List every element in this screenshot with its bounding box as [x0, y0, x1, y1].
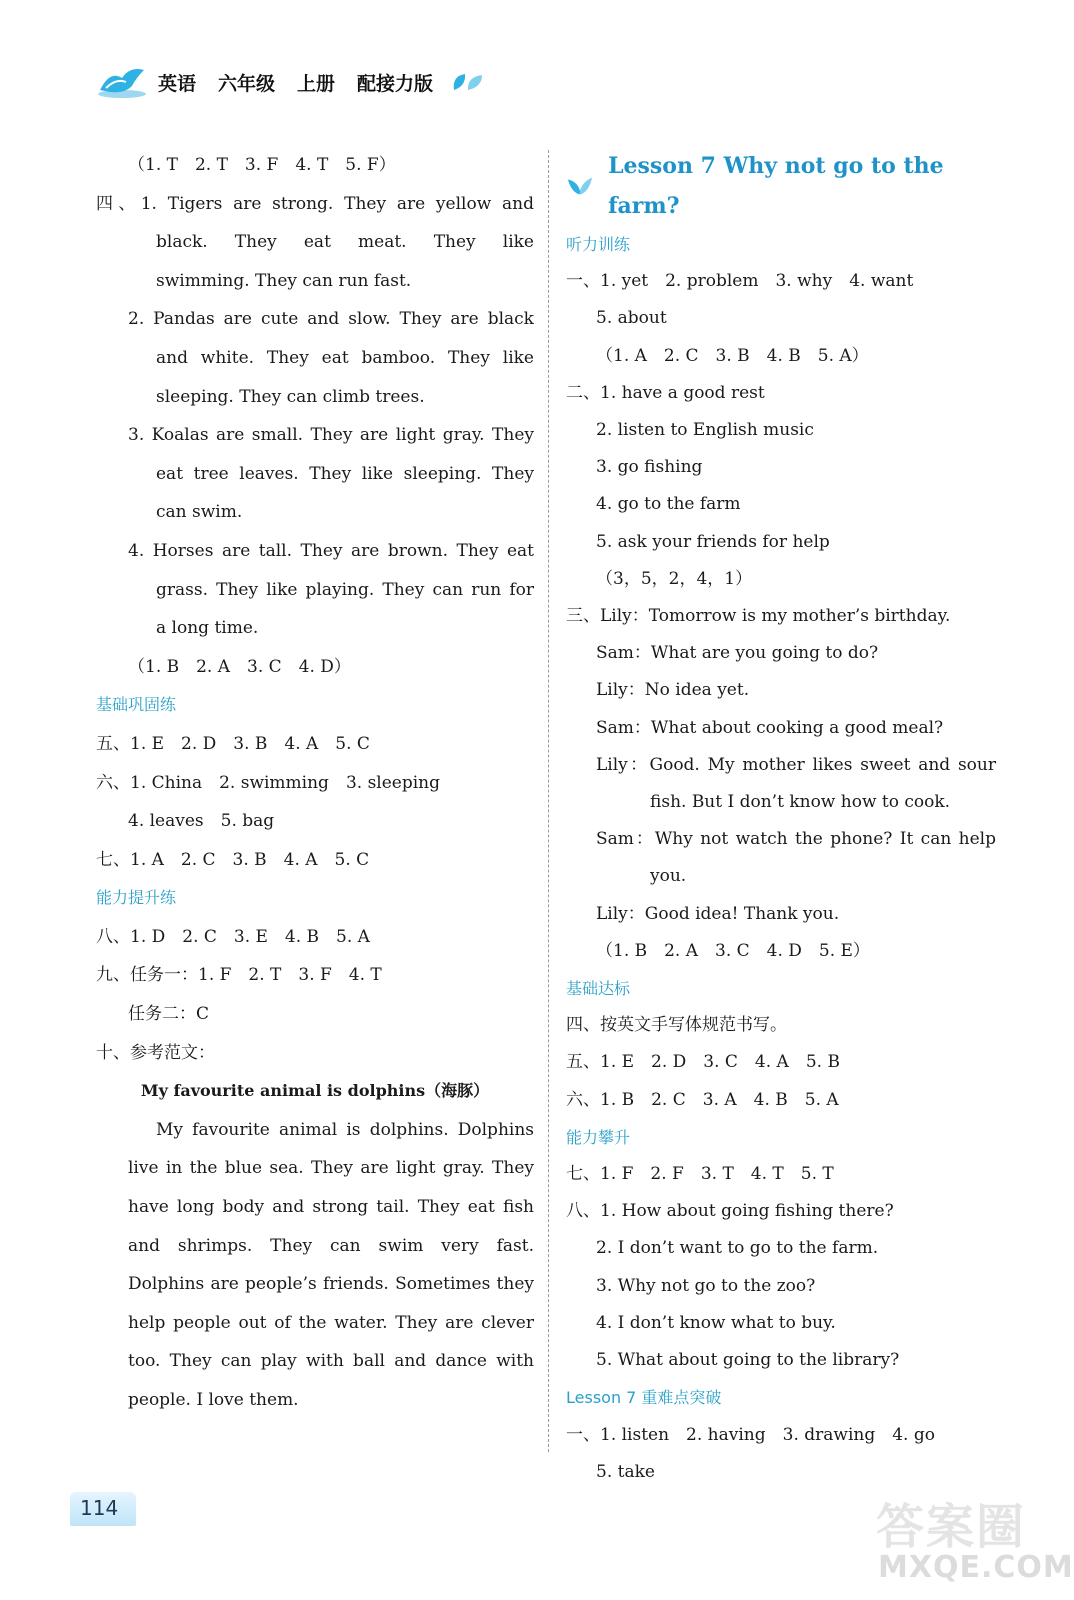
header-grade: 六年级 — [218, 72, 276, 95]
answer-line: people. I love them. — [128, 1390, 299, 1410]
section-heading: 基础巩固练 — [96, 695, 177, 715]
answer-line: 4. I don’t know what to buy. — [596, 1312, 836, 1333]
answer-line: 2. I don’t want to go to the farm. — [596, 1238, 879, 1259]
header-edition: 配接力版 — [357, 72, 434, 95]
answer-line: 2. listen to English music — [596, 420, 814, 441]
answer-line: 六、1. China 2. swimming 3. sleeping — [96, 772, 441, 793]
right-column — [566, 146, 996, 1491]
answer-line: have long body and strong tail. They eat fish — [128, 1197, 534, 1218]
answer-line: 七、1. A 2. C 3. B 4. A 5. C — [96, 849, 370, 870]
essay-title: My favourite animal is dolphins（海豚） — [140, 1081, 490, 1101]
answer-line: and white. They eat bamboo. They like — [156, 347, 534, 368]
page-number-text: 114 — [80, 1496, 119, 1520]
butterfly-icon — [566, 175, 594, 197]
answer-line: 3. Why not go to the zoo? — [596, 1275, 816, 1296]
answer-line: a long time. — [156, 618, 259, 639]
answer-line: you. — [650, 866, 687, 887]
column-divider — [548, 150, 549, 1452]
answer-line: 一、1. listen 2. having 3. drawing 4. go — [566, 1424, 935, 1445]
answer-line: Lily：Good. My mother likes sweet and sour — [596, 754, 996, 775]
answer-line: （3，5，2，4，1） — [596, 568, 753, 589]
answer-line: Dolphins are people’s friends. Sometimes they — [128, 1274, 534, 1295]
answer-line: sleeping. They can climb trees. — [156, 386, 425, 407]
answer-line: fish. But I don’t know how to cook. — [650, 792, 951, 813]
answer-line: （1. B 2. A 3. C 4. D 5. E） — [596, 940, 870, 961]
answer-line: 5. What about going to the library? — [596, 1350, 900, 1371]
answer-line: My favourite animal is dolphins. Dolphins — [156, 1119, 534, 1140]
answer-line: Lily：No idea yet. — [596, 680, 750, 701]
answer-line: 四、1. Tigers are strong. They are yellow and — [96, 193, 534, 214]
answer-line: 五、1. E 2. D 3. B 4. A 5. C — [96, 733, 370, 754]
watermark-url: MXQE.COM — [878, 1550, 1074, 1585]
answer-line: Lily：Good idea! Thank you. — [596, 903, 840, 924]
answer-line: swimming. They can run fast. — [156, 270, 412, 291]
answer-line: 5. take — [596, 1461, 655, 1482]
answer-line: 一、1. yet 2. problem 3. why 4. want — [566, 271, 914, 292]
answer-line: 四、按英文手写体规范书写。 — [566, 1015, 787, 1036]
answer-line: help people out of the water. They are clever — [128, 1312, 534, 1333]
answer-line: can swim. — [156, 502, 243, 523]
bird-logo-icon — [96, 64, 148, 100]
lesson-title — [566, 146, 996, 226]
answer-line: 九、任务一：1. F 2. T 3. F 4. T — [96, 965, 382, 986]
answer-line: Sam：Why not watch the phone? It can help — [596, 829, 996, 850]
answer-line: 2. Pandas are cute and slow. They are black — [128, 309, 534, 330]
answer-line: （1. T 2. T 3. F 4. T 5. F） — [128, 155, 396, 175]
answer-line: 三、Lily：Tomorrow is my mother’s birthday. — [566, 606, 951, 627]
answer-line: 七、1. F 2. F 3. T 4. T 5. T — [566, 1164, 834, 1185]
answer-line: （1. A 2. C 3. B 4. B 5. A） — [596, 345, 869, 366]
answer-line: 3. go fishing — [596, 457, 703, 478]
page-header — [96, 62, 485, 102]
watermark — [870, 1488, 1074, 1588]
answer-line: 五、1. E 2. D 3. C 4. A 5. B — [566, 1052, 840, 1073]
answer-line: grass. They like playing. They can run for — [156, 579, 534, 600]
leaves-icon — [451, 72, 485, 92]
section-heading: 能力提升练 — [96, 888, 177, 908]
answer-line: 4. Horses are tall. They are brown. They eat — [128, 540, 534, 561]
answer-line: 5. ask your friends for help — [596, 531, 830, 552]
answer-line: eat tree leaves. They like sleeping. They — [156, 463, 534, 484]
answer-line: （1. B 2. A 3. C 4. D） — [128, 656, 351, 677]
answer-line: live in the blue sea. They are light gray. They — [128, 1158, 534, 1179]
left-column — [96, 146, 534, 1420]
page-number — [70, 1492, 136, 1526]
section-heading: 能力攀升 — [566, 1127, 631, 1147]
answer-line: 八、1. How about going fishing there? — [566, 1201, 894, 1222]
answer-line: 5. about — [596, 308, 667, 329]
section-heading: Lesson 7 重难点突破 — [566, 1388, 722, 1408]
answer-line: Sam：What are you going to do? — [596, 643, 879, 664]
lesson-title-text: Lesson 7 Why not go to the farm? — [608, 153, 944, 219]
answer-line: black. They eat meat. They like — [156, 232, 534, 253]
section-heading: 基础达标 — [566, 979, 631, 999]
answer-line: 3. Koalas are small. They are light gray. They — [128, 425, 534, 446]
header-volume: 上册 — [297, 72, 336, 95]
answer-line: 任务二：C — [128, 1004, 210, 1025]
answer-line: 八、1. D 2. C 3. E 4. B 5. A — [96, 926, 370, 947]
answer-line: 六、1. B 2. C 3. A 4. B 5. A — [566, 1089, 839, 1110]
answer-line: too. They can play with ball and dance with — [128, 1351, 534, 1372]
answer-line: 十、参考范文： — [96, 1042, 215, 1063]
section-heading: 听力训练 — [566, 235, 631, 254]
answer-line: and shrimps. They can swim very fast. — [128, 1235, 534, 1256]
answer-line: Sam：What about cooking a good meal? — [596, 717, 944, 738]
watermark-logo-text: 答案圈 — [876, 1499, 1027, 1555]
header-subject: 英语 — [158, 72, 197, 95]
answer-line: 4. leaves 5. bag — [128, 811, 275, 832]
answer-line: 4. go to the farm — [596, 494, 741, 515]
answer-line: 二、1. have a good rest — [566, 382, 765, 403]
